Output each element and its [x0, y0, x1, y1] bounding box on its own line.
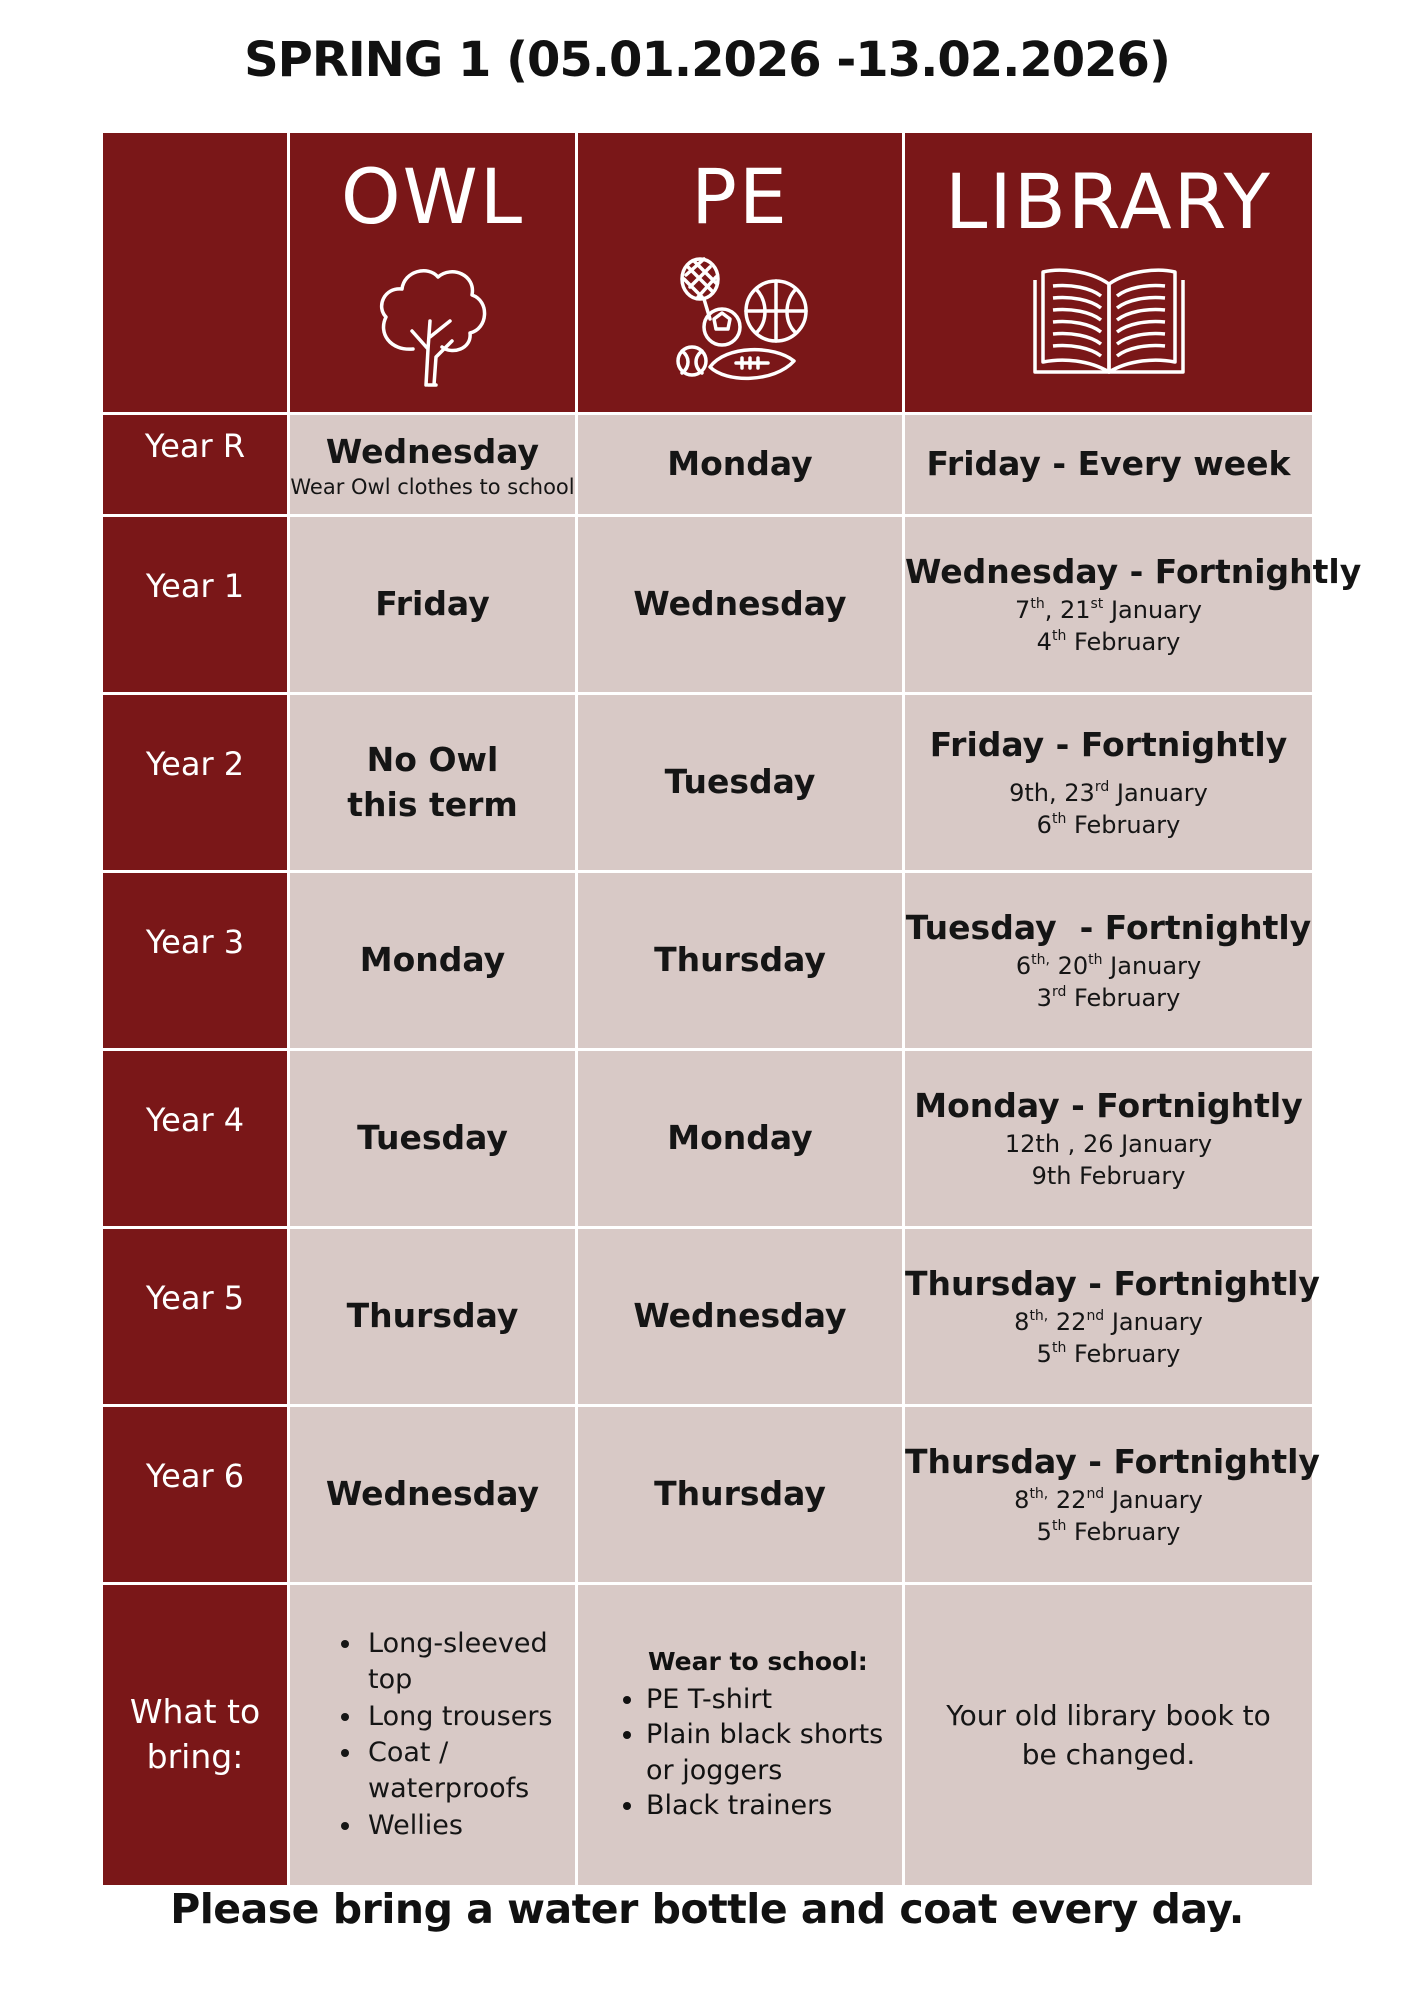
- library-day: Wednesday - Fortnightly: [905, 551, 1362, 591]
- pe-cell: [577, 516, 904, 694]
- sports-balls-icon: [578, 257, 902, 387]
- library-dates-february: 3rd February: [1036, 983, 1181, 1012]
- table-row: [102, 1406, 1314, 1584]
- what-to-bring-label: What to bring:: [129, 1692, 261, 1776]
- pe-cell: [577, 1228, 904, 1406]
- year-label: Year 2: [145, 745, 245, 783]
- pe-cell: [577, 1406, 904, 1584]
- pe-cell: [577, 694, 904, 872]
- pe-day: Wednesday: [633, 584, 847, 624]
- table-row: [102, 1050, 1314, 1228]
- corner-cell: [102, 132, 289, 414]
- owl-day: Thursday: [346, 1296, 519, 1336]
- what-to-bring-label-cell: [102, 1584, 289, 1887]
- pe-bring-list: [620, 1682, 902, 1822]
- owl-day: No Owl this term: [347, 739, 518, 824]
- list-item: • Long trousers: [364, 1699, 575, 1735]
- owl-cell: [289, 516, 577, 694]
- year-label: Year 3: [145, 923, 245, 961]
- owl-header-label: OWL: [340, 151, 525, 241]
- tree-icon: [290, 257, 575, 387]
- year-label-cell: [102, 1050, 289, 1228]
- owl-day: Tuesday: [357, 1118, 508, 1158]
- list-item: • Coat / waterproofs: [364, 1735, 575, 1808]
- owl-day: Friday: [375, 584, 490, 624]
- pe-day: Monday: [667, 444, 813, 484]
- library-dates-january: 12th , 26 January: [1004, 1129, 1213, 1158]
- page-title: SPRING 1 (05.01.2026 -13.02.2026): [244, 32, 1170, 88]
- library-cell: [904, 1050, 1314, 1228]
- library-dates-february: 4th February: [1036, 627, 1181, 656]
- owl-cell: [289, 694, 577, 872]
- open-book-icon: [905, 262, 1312, 382]
- table-row: [102, 1228, 1314, 1406]
- library-day: Friday - Every week: [926, 444, 1291, 484]
- library-dates-january: $8^{th,}$ 22nd January: [1014, 1307, 1203, 1336]
- library-header-label: LIBRARY: [945, 156, 1272, 246]
- library-dates-january: $6^{th,}$ 20th January: [1015, 951, 1202, 980]
- owl-day: Monday: [359, 940, 506, 980]
- owl-note: Wear Owl clothes to school: [290, 474, 575, 499]
- list-item: • Wellies: [364, 1808, 575, 1844]
- library-dates-january: 9th, 23rd January: [1009, 778, 1208, 807]
- library-dates-february: 5th February: [1036, 1339, 1181, 1368]
- library-bring-cell: [904, 1584, 1314, 1887]
- year-label: Year R: [144, 427, 246, 465]
- owl-day: Wednesday: [325, 1474, 540, 1514]
- year-label-cell: [102, 516, 289, 694]
- library-day: Monday - Fortnightly: [914, 1085, 1303, 1125]
- library-day: Thursday - Fortnightly: [905, 1263, 1320, 1303]
- library-bring-text: Your old library book to be changed.: [946, 1698, 1271, 1771]
- library-day: Thursday - Fortnightly: [905, 1441, 1320, 1481]
- owl-header: [289, 132, 577, 414]
- library-dates-february: 5th February: [1036, 1517, 1181, 1546]
- pe-bring-cell: [577, 1584, 904, 1887]
- table-row: [102, 414, 1314, 516]
- pe-day: Thursday: [654, 1474, 826, 1514]
- list-item: • PE T-shirt: [646, 1682, 902, 1717]
- owl-cell: [289, 414, 577, 516]
- year-label-cell: [102, 872, 289, 1050]
- header-row: [102, 132, 1314, 414]
- library-cell: [904, 1228, 1320, 1406]
- owl-day: Wednesday: [325, 432, 540, 472]
- pe-cell: [577, 872, 904, 1050]
- pe-cell: [577, 414, 904, 516]
- owl-cell: [289, 1406, 577, 1584]
- list-item: • Plain black shorts or joggers: [646, 1717, 902, 1787]
- library-cell: [904, 1406, 1320, 1584]
- year-label: Year 4: [145, 1101, 245, 1139]
- library-cell: [904, 694, 1314, 872]
- table-row: [102, 872, 1314, 1050]
- library-dates-january: 7th, 21st January: [1015, 595, 1202, 624]
- library-cell: [904, 516, 1362, 694]
- pe-header: [577, 132, 904, 414]
- library-dates-february: 9th February: [1031, 1161, 1186, 1190]
- owl-cell: [289, 872, 577, 1050]
- year-label-cell: [102, 694, 289, 872]
- library-cell: [904, 414, 1314, 516]
- list-item: • Black trainers: [646, 1788, 902, 1823]
- pe-header-label: PE: [691, 151, 789, 241]
- what-to-bring-row: [102, 1584, 1314, 1887]
- pe-day: Monday: [667, 1118, 813, 1158]
- library-day: Friday - Fortnightly: [929, 724, 1288, 764]
- pe-bring-heading: Wear to school:: [648, 1647, 868, 1677]
- table-row: [102, 694, 1314, 872]
- pe-day: Tuesday: [664, 762, 816, 802]
- year-label-cell: [102, 1406, 289, 1584]
- owl-cell: [289, 1050, 577, 1228]
- year-label-cell: [102, 414, 289, 516]
- library-cell: [904, 872, 1314, 1050]
- timetable: [100, 130, 1362, 1888]
- owl-cell: [289, 1228, 577, 1406]
- year-label: Year 5: [145, 1279, 245, 1317]
- list-item: • Long-sleeved top: [364, 1626, 575, 1699]
- year-label: Year 6: [145, 1457, 245, 1495]
- footer-note: Please bring a water bottle and coat every day.: [170, 1885, 1244, 1933]
- pe-cell: [577, 1050, 904, 1228]
- year-label: Year 1: [145, 567, 245, 605]
- library-dates-january: $8^{th,}$ 22nd January: [1014, 1485, 1203, 1514]
- pe-day: Thursday: [654, 940, 826, 980]
- library-header: [904, 132, 1314, 414]
- pe-day: Wednesday: [633, 1296, 847, 1336]
- table-row: [102, 516, 1314, 694]
- owl-bring-cell: [289, 1584, 577, 1887]
- owl-bring-list: [290, 1626, 575, 1845]
- library-day: Tuesday - Fortnightly: [905, 907, 1312, 947]
- library-dates-february: 6th February: [1036, 810, 1181, 839]
- year-label-cell: [102, 1228, 289, 1406]
